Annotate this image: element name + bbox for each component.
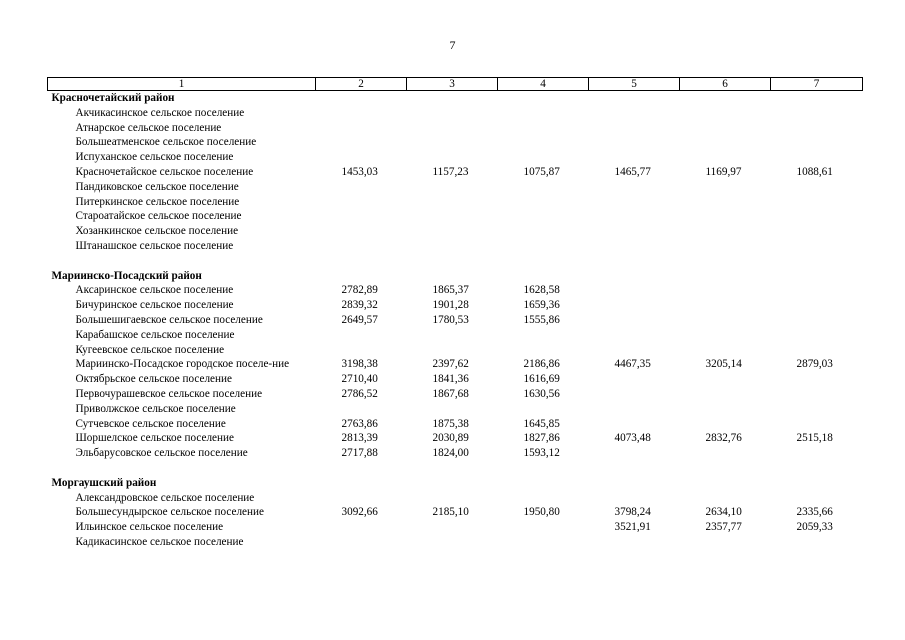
value-cell-col-6 <box>680 535 771 550</box>
value-cell-col-4: 1630,56 <box>523 387 560 400</box>
value-cell-col-2 <box>316 135 407 150</box>
value-cell-col-6 <box>680 387 771 402</box>
spacer-row <box>48 461 863 476</box>
value-cell-col-4: 1645,85 <box>523 417 560 430</box>
value-cell-col-5 <box>589 121 680 136</box>
value-cell-col-4 <box>498 491 589 506</box>
value-cell-col-7 <box>771 372 863 387</box>
settlement-name: Хозанкинское сельское поселение <box>75 225 239 238</box>
value-cell-col-2 <box>316 195 407 210</box>
settlement-name: Мариинско-Посадское городское поселе-ние <box>75 358 290 371</box>
value-cell-col-5 <box>589 446 680 461</box>
value-cell-col-4 <box>498 535 589 550</box>
table-row <box>48 224 863 239</box>
value-cell-col-3 <box>407 402 498 417</box>
settlement-name: Сутчевское сельское поселение <box>75 417 226 430</box>
value-cell-col-7: 2515,18 <box>796 432 833 445</box>
value-cell-col-6 <box>680 372 771 387</box>
value-cell-col-7 <box>771 446 863 461</box>
value-cell-col-4 <box>498 520 589 535</box>
value-cell-col-6 <box>680 343 771 358</box>
district-name: Мариинско-Посадский район <box>51 269 202 282</box>
value-cell-col-7 <box>771 209 863 224</box>
table-body <box>48 91 863 550</box>
value-cell-col-6 <box>680 150 771 165</box>
settlement-name: Штанашское сельское поселение <box>75 239 234 252</box>
value-cell-col-7 <box>771 239 863 254</box>
value-cell-col-4 <box>498 402 589 417</box>
value-cell-col-2: 3198,38 <box>341 358 378 371</box>
value-cell-col-5 <box>589 417 680 432</box>
settlement-name: Бичуринское сельское поселение <box>75 299 234 312</box>
table-row <box>48 195 863 210</box>
settlement-name: Первочурашевское сельское поселение <box>75 387 263 400</box>
table-row <box>48 372 863 387</box>
value-cell-col-4 <box>498 121 589 136</box>
settlement-name: Испуханское сельское поселение <box>75 151 234 164</box>
value-cell-col-2: 2813,39 <box>341 432 378 445</box>
page-number: 7 <box>449 38 456 52</box>
column-header: 2 <box>316 78 407 91</box>
table-row <box>48 298 863 313</box>
table-row <box>48 328 863 343</box>
value-cell-col-2: 2763,86 <box>341 417 378 430</box>
value-cell-col-2 <box>316 520 407 535</box>
value-cell-col-5 <box>589 180 680 195</box>
value-cell-col-2 <box>316 402 407 417</box>
value-cell-col-5 <box>589 150 680 165</box>
value-cell-col-4 <box>498 209 589 224</box>
value-cell-col-5 <box>589 491 680 506</box>
value-cell-col-5 <box>589 328 680 343</box>
value-cell-col-2: 3092,66 <box>341 506 378 519</box>
column-header: 5 <box>589 78 680 91</box>
value-cell-col-3 <box>407 121 498 136</box>
value-cell-col-5 <box>589 387 680 402</box>
table-row <box>48 431 863 446</box>
district-header-row <box>48 476 863 491</box>
value-cell-col-6 <box>680 491 771 506</box>
value-cell-col-5: 1465,77 <box>614 165 651 178</box>
district-name: Красночетайский район <box>51 92 175 104</box>
value-cell-col-2 <box>316 121 407 136</box>
value-cell-col-3 <box>407 106 498 121</box>
value-cell-col-4 <box>498 106 589 121</box>
value-cell-col-3: 2397,62 <box>432 358 469 371</box>
value-cell-col-4: 1593,12 <box>523 447 560 460</box>
settlement-name: Кугеевское сельское поселение <box>75 343 225 356</box>
value-cell-col-2: 2839,32 <box>341 299 378 312</box>
spacer-row <box>48 254 863 269</box>
value-cell-col-3: 1875,38 <box>432 417 469 430</box>
table-row <box>48 180 863 195</box>
value-cell-col-7 <box>771 106 863 121</box>
value-cell-col-3 <box>407 135 498 150</box>
value-cell-col-2 <box>316 224 407 239</box>
value-cell-col-4 <box>498 150 589 165</box>
value-cell-col-3 <box>407 150 498 165</box>
value-cell-col-3: 1780,53 <box>432 313 469 326</box>
value-cell-col-6 <box>680 121 771 136</box>
column-header: 3 <box>407 78 498 91</box>
value-cell-col-3: 1901,28 <box>432 299 469 312</box>
value-cell-col-6 <box>680 313 771 328</box>
value-cell-col-7 <box>771 180 863 195</box>
value-cell-col-5 <box>589 224 680 239</box>
value-cell-col-5 <box>589 106 680 121</box>
value-cell-col-6 <box>680 106 771 121</box>
table-row <box>48 343 863 358</box>
value-cell-col-4: 1628,58 <box>523 284 560 297</box>
value-cell-col-6: 2832,76 <box>705 432 742 445</box>
value-cell-col-3: 1865,37 <box>432 284 469 297</box>
settlement-name: Большеатменское сельское поселение <box>75 136 257 149</box>
value-cell-col-2: 2717,88 <box>341 447 378 460</box>
value-cell-col-6 <box>680 328 771 343</box>
value-cell-col-3 <box>407 239 498 254</box>
value-cell-col-3 <box>407 520 498 535</box>
value-cell-col-3 <box>407 343 498 358</box>
value-cell-col-5 <box>589 372 680 387</box>
district-header-row <box>48 91 863 106</box>
value-cell-col-3 <box>407 328 498 343</box>
value-cell-col-7: 2879,03 <box>796 358 833 371</box>
value-cell-col-6 <box>680 239 771 254</box>
settlement-name: Карабашское сельское поселение <box>75 328 235 341</box>
value-cell-col-4: 1075,87 <box>523 165 560 178</box>
value-cell-col-4 <box>498 343 589 358</box>
value-cell-col-5 <box>589 313 680 328</box>
value-cell-col-6: 2357,77 <box>705 521 742 534</box>
settlement-name: Атнарское сельское поселение <box>75 121 222 134</box>
table-row <box>48 239 863 254</box>
value-cell-col-7 <box>771 402 863 417</box>
value-cell-col-6 <box>680 402 771 417</box>
value-cell-col-6 <box>680 135 771 150</box>
value-cell-col-6: 1169,97 <box>705 165 742 178</box>
settlement-name: Александровское сельское поселение <box>75 491 255 504</box>
value-cell-col-7 <box>771 121 863 136</box>
value-cell-col-4: 2186,86 <box>523 358 560 371</box>
value-cell-col-6: 2634,10 <box>705 506 742 519</box>
column-header: 1 <box>48 78 316 91</box>
district-header-row <box>48 269 863 284</box>
settlement-name: Большешигаевское сельское поселение <box>75 313 263 326</box>
value-cell-col-4: 1659,36 <box>523 299 560 312</box>
value-cell-col-2: 2786,52 <box>341 387 378 400</box>
value-cell-col-6 <box>680 224 771 239</box>
settlements-table <box>47 77 863 550</box>
table-row <box>48 313 863 328</box>
value-cell-col-5 <box>589 135 680 150</box>
value-cell-col-7 <box>771 387 863 402</box>
value-cell-col-4 <box>498 180 589 195</box>
value-cell-col-3: 2030,89 <box>432 432 469 445</box>
value-cell-col-5 <box>589 535 680 550</box>
value-cell-col-6 <box>680 209 771 224</box>
district-name: Моргаушский район <box>51 476 157 489</box>
value-cell-col-3: 2185,10 <box>432 506 469 519</box>
value-cell-col-2 <box>316 328 407 343</box>
settlement-name: Октябрьское сельское поселение <box>75 373 232 386</box>
value-cell-col-5: 4073,48 <box>614 432 651 445</box>
value-cell-col-3: 1867,68 <box>432 387 469 400</box>
value-cell-col-3 <box>407 209 498 224</box>
value-cell-col-7 <box>771 298 863 313</box>
settlement-name: Эльбарусовское сельское поселение <box>75 447 248 460</box>
settlement-name: Староатайское сельское поселение <box>75 210 242 223</box>
value-cell-col-5: 3521,91 <box>614 521 651 534</box>
value-cell-col-2 <box>316 491 407 506</box>
table-row <box>48 387 863 402</box>
column-header: 4 <box>498 78 589 91</box>
settlement-name: Большесундырское сельское поселение <box>75 506 264 519</box>
column-number-row <box>48 78 863 91</box>
table-row <box>48 491 863 506</box>
value-cell-col-2 <box>316 239 407 254</box>
value-cell-col-6 <box>680 195 771 210</box>
column-header: 7 <box>771 78 863 91</box>
table-row <box>48 402 863 417</box>
settlement-name: Приволжское сельское поселение <box>75 402 236 415</box>
value-cell-col-7 <box>771 135 863 150</box>
value-cell-col-4: 1827,86 <box>523 432 560 445</box>
table-row <box>48 283 863 298</box>
value-cell-col-4: 1616,69 <box>523 373 560 386</box>
value-cell-col-6: 3205,14 <box>705 358 742 371</box>
column-header: 6 <box>680 78 771 91</box>
value-cell-col-7 <box>771 417 863 432</box>
value-cell-col-2: 2649,57 <box>341 313 378 326</box>
value-cell-col-6 <box>680 180 771 195</box>
value-cell-col-6 <box>680 446 771 461</box>
value-cell-col-4: 1950,80 <box>523 506 560 519</box>
value-cell-col-5 <box>589 343 680 358</box>
value-cell-col-4 <box>498 328 589 343</box>
value-cell-col-5 <box>589 283 680 298</box>
value-cell-col-5 <box>589 195 680 210</box>
value-cell-col-4: 1555,86 <box>523 313 560 326</box>
value-cell-col-5: 4467,35 <box>614 358 651 371</box>
value-cell-col-3 <box>407 491 498 506</box>
value-cell-col-2: 2710,40 <box>341 373 378 386</box>
value-cell-col-7 <box>771 313 863 328</box>
value-cell-col-4 <box>498 239 589 254</box>
value-cell-col-5 <box>589 298 680 313</box>
value-cell-col-7 <box>771 343 863 358</box>
settlement-name: Красночетайское сельское поселение <box>75 165 254 178</box>
value-cell-col-6 <box>680 298 771 313</box>
value-cell-col-7 <box>771 224 863 239</box>
settlement-name: Акчикасинское сельское поселение <box>75 106 245 119</box>
value-cell-col-2 <box>316 150 407 165</box>
table-row <box>48 121 863 136</box>
table-row <box>48 535 863 550</box>
value-cell-col-7: 2059,33 <box>796 521 833 534</box>
value-cell-col-5 <box>589 209 680 224</box>
table-row <box>48 505 863 520</box>
value-cell-col-7: 1088,61 <box>796 165 833 178</box>
value-cell-col-7 <box>771 283 863 298</box>
value-cell-col-4 <box>498 135 589 150</box>
value-cell-col-4 <box>498 195 589 210</box>
value-cell-col-3: 1157,23 <box>432 165 469 178</box>
value-cell-col-7 <box>771 195 863 210</box>
settlement-name: Шоршелское сельское поселение <box>75 432 234 445</box>
value-cell-col-5 <box>589 239 680 254</box>
settlement-name: Ильинское сельское поселение <box>75 521 224 534</box>
value-cell-col-7 <box>771 150 863 165</box>
value-cell-col-7: 2335,66 <box>796 506 833 519</box>
value-cell-col-3: 1841,36 <box>432 373 469 386</box>
value-cell-col-2 <box>316 106 407 121</box>
value-cell-col-2: 2782,89 <box>341 284 378 297</box>
table-row <box>48 417 863 432</box>
table-row <box>48 520 863 535</box>
value-cell-col-3: 1824,00 <box>432 447 469 460</box>
value-cell-col-3 <box>407 224 498 239</box>
value-cell-col-5: 3798,24 <box>614 506 651 519</box>
value-cell-col-6 <box>680 417 771 432</box>
table-row <box>48 209 863 224</box>
value-cell-col-2 <box>316 343 407 358</box>
table-row <box>48 150 863 165</box>
table-row <box>48 106 863 121</box>
value-cell-col-2: 1453,03 <box>341 165 378 178</box>
table-row <box>48 135 863 150</box>
value-cell-col-2 <box>316 209 407 224</box>
value-cell-col-4 <box>498 224 589 239</box>
value-cell-col-7 <box>771 328 863 343</box>
table-row <box>48 446 863 461</box>
settlement-name: Кадикасинское сельское поселение <box>75 535 244 548</box>
table-row <box>48 357 863 372</box>
value-cell-col-6 <box>680 283 771 298</box>
value-cell-col-2 <box>316 180 407 195</box>
settlement-name: Пандиковское сельское поселение <box>75 180 239 193</box>
settlement-name: Питеркинское сельское поселение <box>75 195 240 208</box>
value-cell-col-5 <box>589 402 680 417</box>
settlement-name: Аксаринское сельское поселение <box>75 284 234 297</box>
value-cell-col-2 <box>316 535 407 550</box>
value-cell-col-7 <box>771 535 863 550</box>
value-cell-col-7 <box>771 491 863 506</box>
value-cell-col-3 <box>407 535 498 550</box>
value-cell-col-3 <box>407 180 498 195</box>
value-cell-col-3 <box>407 195 498 210</box>
table-row <box>48 165 863 180</box>
